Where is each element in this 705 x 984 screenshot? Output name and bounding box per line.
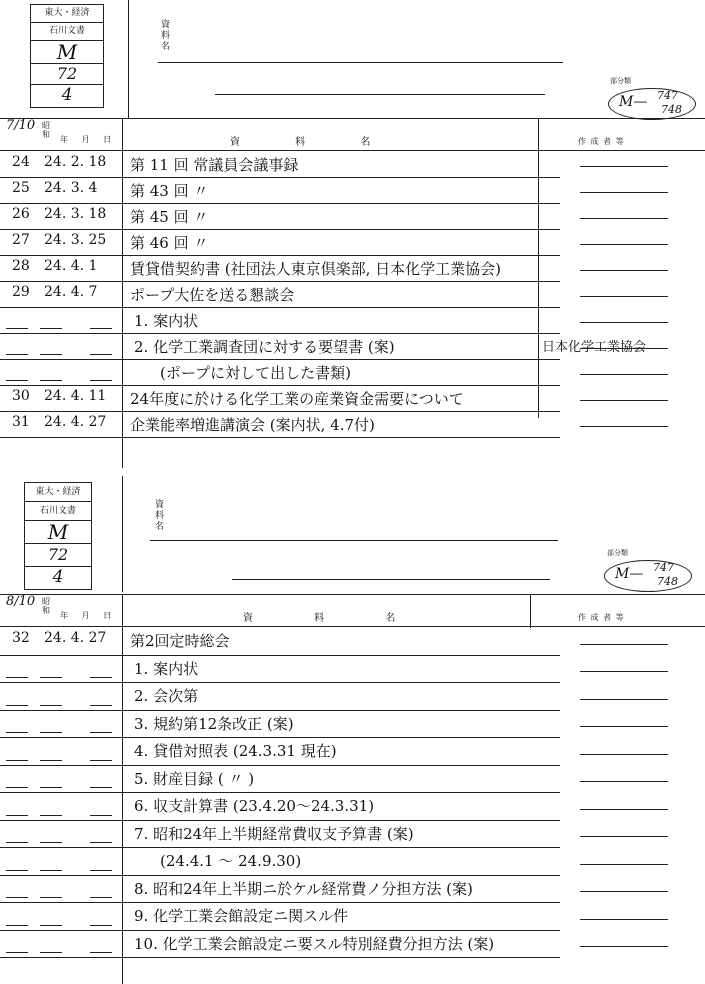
table-row [0,412,705,438]
row-title: 7. 昭和24年上半期経常費収支予算書 (案) [134,824,414,843]
row-title: 6. 収支計算書 (23.4.20～24.3.31) [134,797,375,815]
classification-label: 部分類 [607,549,628,557]
col-title: 資 料 名 [243,613,397,624]
row-title: 10. 化学工業会館設定ニ要スル特別経費分担方法 (案) [134,934,495,953]
doc-name-label: 資料名 [155,500,165,532]
row-date: 24. 4. 11 [44,388,107,404]
table-row [0,738,705,766]
table-row [0,683,705,711]
row-number: 30 [12,388,30,404]
row-title: 1. 案内状 [134,312,199,330]
row-title: 企業能率増進講演会 (案内状, 4.7付) [130,416,375,434]
col-author: 作 成 者 等 [578,613,625,622]
row-title: (24.4.1 ～ 24.9.30) [160,852,302,870]
col-era: 昭和 [42,121,51,139]
row-title: 第 11 回 常議員会議事録 [130,156,299,174]
col-era: 昭和 [42,597,51,615]
table-row [0,152,705,178]
card-1 [0,0,705,470]
table-row [0,308,705,334]
stamp-line-1: 東大・経済 [25,483,91,502]
row-title: 第 45 回 〃 [130,208,209,226]
stamp-code-2: 72 [31,64,103,85]
row-number: 25 [12,180,30,196]
row-title: 2. 化学工業調査団に対する要望書 (案) [134,338,395,356]
table-row [0,628,705,656]
col-author: 作 成 者 等 [578,137,625,146]
row-title: 8. 昭和24年上半期ニ於ケル経常費ノ分担方法 (案) [134,879,473,898]
stamp-line-1: 東大・経済 [31,5,103,23]
row-date: 24. 4. 27 [44,630,107,646]
classification-code: M— 747 748 [604,560,692,592]
doc-name-label: 資料名 [161,20,171,52]
row-title: 賃貸借契約書 (社団法人東京倶楽部, 日本化学工業協会) [130,260,502,278]
classification-label: 部分類 [610,77,631,85]
row-date: 24. 4. 1 [44,258,98,274]
stamp-code-1: M [25,521,91,544]
row-title: ポープ大佐を送る懇談会 [130,286,295,304]
table-row [0,711,705,739]
row-title: 9. 化学工業会館設定ニ関スル件 [134,907,349,925]
row-title: 第 46 回 〃 [130,234,209,252]
row-title: 3. 規約第12条改正 (案) [134,714,294,733]
table-row [0,256,705,282]
row-title: 4. 貸借対照表 (24.3.31 現在) [134,742,337,760]
stamp-code-3: 4 [61,85,73,105]
row-date: 24. 4. 27 [44,414,107,430]
row-number: 24 [12,154,30,170]
table-row [0,656,705,684]
archive-stamp [30,4,104,108]
table-row [0,282,705,308]
table-row [0,821,705,849]
table-row [0,931,705,959]
table-row [0,360,705,386]
date-heading: 8/10 [6,594,36,609]
table-row [0,903,705,931]
stamp-code-1: M [31,41,103,64]
stamp-code-2: 72 [25,544,91,567]
row-number: 29 [12,284,30,300]
row-number: 31 [12,414,30,430]
row-title: 第2回定時総会 [130,632,230,650]
table-row [0,793,705,821]
classification-code: M— 747 748 [608,88,696,120]
row-title: 24年度に於ける化学工業の産業資金需要について [130,390,464,408]
table-row [0,876,705,904]
table-row [0,204,705,230]
table-row [0,386,705,412]
row-title: (ポープに対して出した書類) [160,364,351,382]
row-title: 2. 会次第 [134,687,199,705]
row-number: 32 [12,630,30,646]
table-row [0,766,705,794]
date-heading: 7/10 [6,118,36,133]
row-number: 26 [12,206,30,222]
card-2 [0,476,705,984]
row-date: 24. 2. 18 [44,154,107,170]
row-title: 1. 案内状 [134,659,199,678]
row-title: 5. 財産目録 ( 〃 ) [134,769,255,788]
col-ymd: 年 月 日 [60,611,113,620]
col-title: 資 料 名 [230,137,372,148]
col-ymd: 年 月 日 [60,135,113,144]
row-title: 第 43 回 〃 [130,182,209,200]
row-date: 24. 3. 18 [44,206,107,222]
stamp-code-3: 4 [52,567,64,587]
table-row [0,848,705,876]
row-number: 27 [12,232,30,248]
stamp-line-2: 石川文書 [31,23,103,41]
table-row [0,230,705,256]
row-date: 24. 3. 4 [44,180,98,196]
row-number: 28 [12,258,30,274]
row-date: 24. 3. 25 [44,232,107,248]
table-row [0,178,705,204]
archive-stamp [24,482,92,590]
row-date: 24. 4. 7 [44,284,98,300]
row-author: 日本化学工業協会 [542,340,647,355]
stamp-line-2: 石川文書 [25,502,91,521]
table-row [0,334,705,360]
